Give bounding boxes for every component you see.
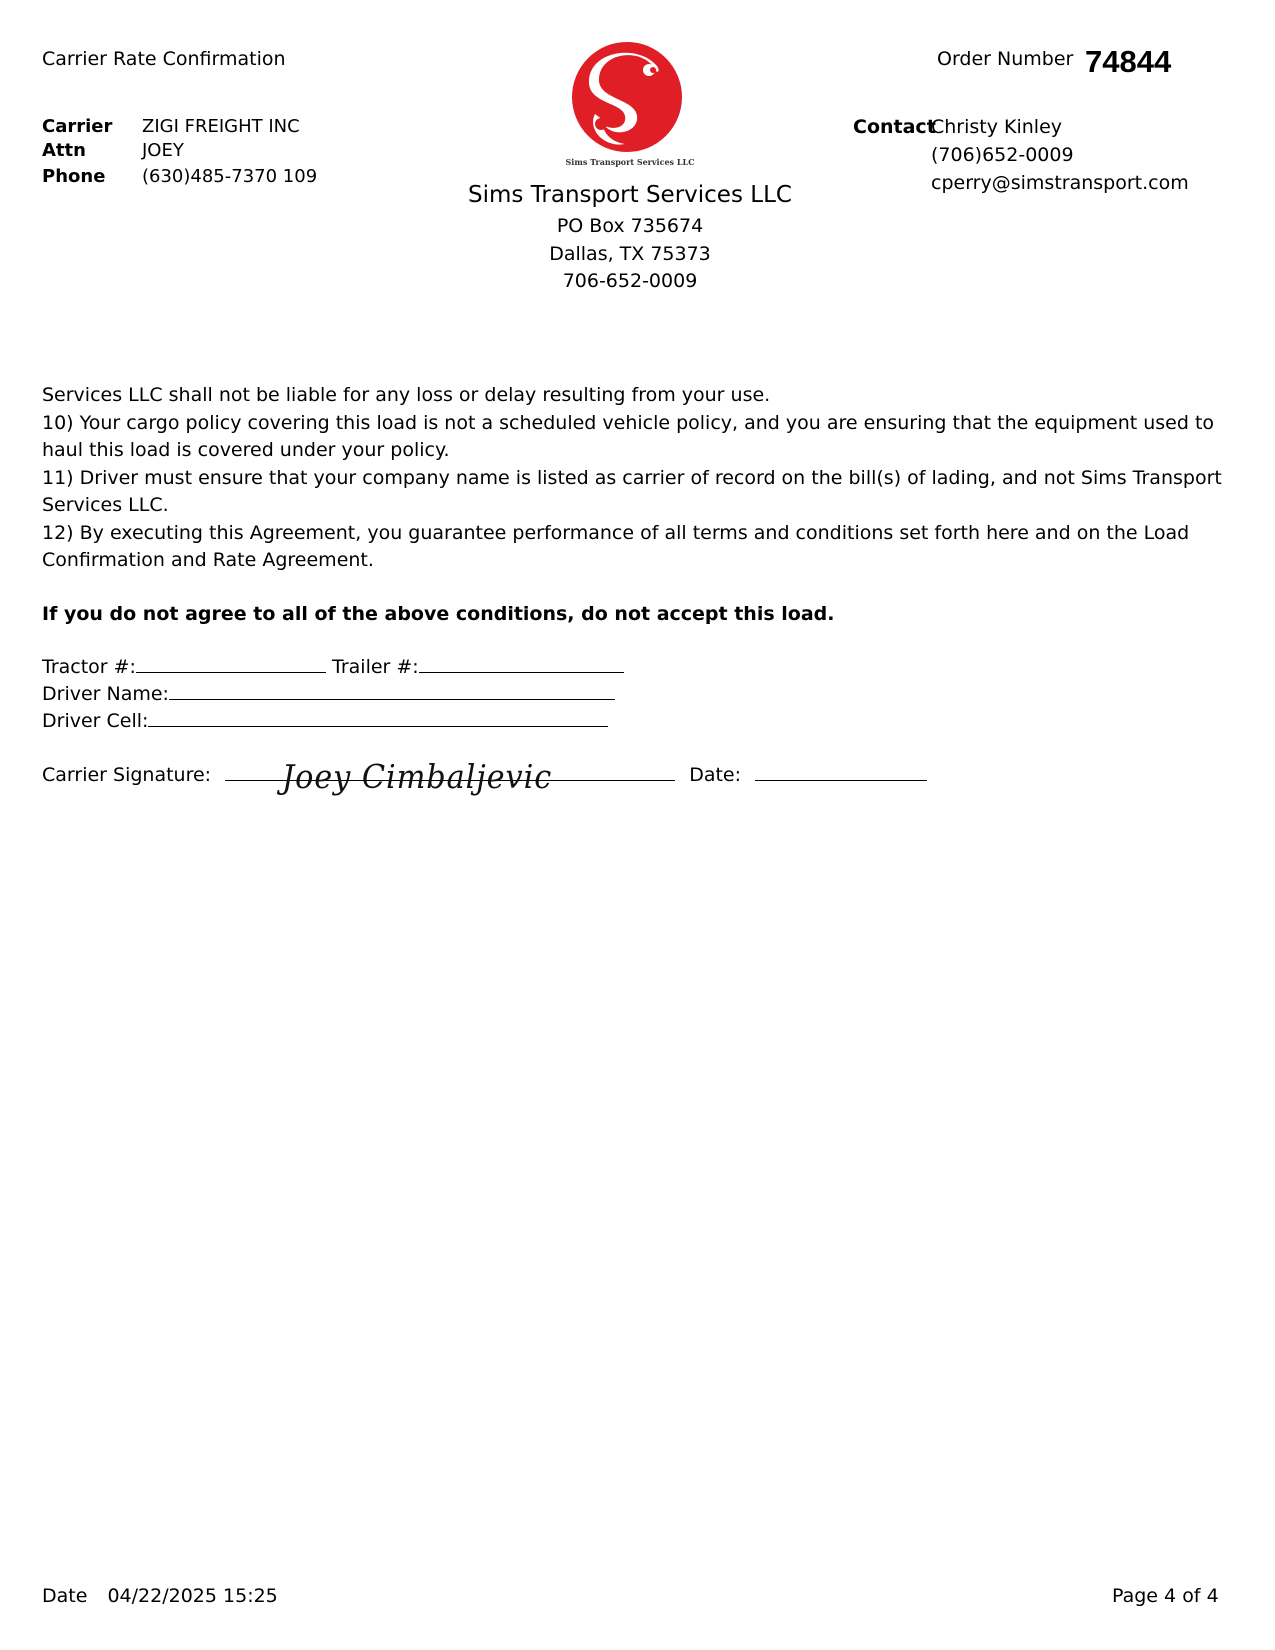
driver-cell-field[interactable] xyxy=(148,709,608,727)
company-phone: 706-652-0009 xyxy=(562,270,698,292)
date-field[interactable] xyxy=(755,763,927,781)
order-number-label: Order Number xyxy=(937,48,1074,70)
page-total: 4 xyxy=(1206,1585,1219,1607)
tractor-field[interactable] xyxy=(136,655,326,673)
signature-label: Carrier Signature: xyxy=(42,764,212,786)
terms-text xyxy=(42,382,1242,575)
page-current: 4 xyxy=(1164,1585,1177,1607)
tractor-trailer-row xyxy=(42,655,624,678)
contact-email: cperry@simstransport.com xyxy=(931,172,1189,194)
footer-page-number xyxy=(1112,1585,1219,1607)
page-label: Page xyxy=(1112,1585,1158,1607)
trailer-label: Trailer #: xyxy=(332,656,419,678)
attn-value: JOEY xyxy=(142,140,184,161)
trailer-field[interactable] xyxy=(419,655,624,673)
driver-name-field[interactable] xyxy=(169,682,615,700)
company-logo xyxy=(565,40,695,170)
company-name: Sims Transport Services LLC xyxy=(468,182,792,208)
carrier-label: Carrier xyxy=(42,116,113,137)
document-title: Carrier Rate Confirmation xyxy=(42,48,286,70)
footer-date-label: Date xyxy=(42,1585,88,1607)
company-address-1: PO Box 735674 xyxy=(556,215,704,237)
contact-phone: (706)652-0009 xyxy=(931,144,1074,166)
footer-date xyxy=(42,1585,278,1607)
contact-name: Christy Kinley xyxy=(931,116,1063,138)
driver-cell-row xyxy=(42,709,608,732)
date-label: Date: xyxy=(689,764,742,786)
carrier-value: ZIGI FREIGHT INC xyxy=(142,116,300,137)
phone-value: (630)485-7370 109 xyxy=(142,166,318,187)
warning-text: If you do not agree to all of the above conditions, do not accept this load. xyxy=(42,603,835,625)
logo-caption: Sims Transport Services LLC xyxy=(565,157,695,167)
driver-name-label: Driver Name: xyxy=(42,683,169,705)
contact-label: Contact xyxy=(853,116,936,138)
phone-label: Phone xyxy=(42,166,106,187)
company-address-2: Dallas, TX 75373 xyxy=(549,243,711,265)
terms-item-11: 11) Driver must ensure that your company name is listed as carrier of record on the bill(s) of lading, and not Sims Transport Services LLC. xyxy=(42,466,1222,516)
attn-label: Attn xyxy=(42,140,86,161)
order-number-value: 74844 xyxy=(1085,44,1172,79)
terms-continuation: Services LLC shall not be liable for any loss or delay resulting from your use. xyxy=(42,384,771,406)
driver-name-row xyxy=(42,682,615,705)
footer-date-value: 04/22/2025 15:25 xyxy=(107,1585,278,1607)
terms-item-12: 12) By executing this Agreement, you guarantee performance of all terms and conditions set forth here and on the Load Confirmation and Rate Agreement. xyxy=(42,521,1190,571)
driver-cell-label: Driver Cell: xyxy=(42,710,149,732)
handwritten-signature: Joey Cimbaljevic xyxy=(282,757,553,796)
page-of: of xyxy=(1182,1585,1201,1607)
terms-item-10: 10) Your cargo policy covering this load is not a scheduled vehicle policy, and you are ensuring that the equipment used to haul this load is covered under your policy. xyxy=(42,411,1215,461)
tractor-label: Tractor #: xyxy=(42,656,136,678)
